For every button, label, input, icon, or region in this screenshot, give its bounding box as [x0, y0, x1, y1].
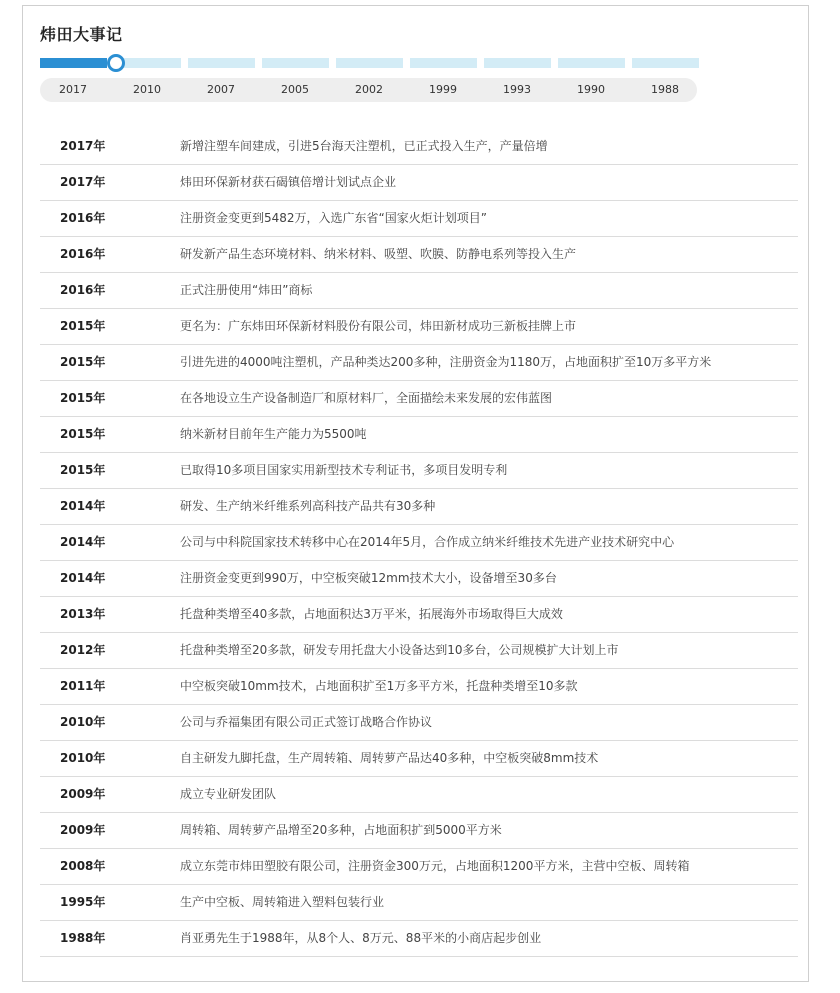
timeline-year-1990[interactable]: 1990	[577, 83, 605, 96]
event-description: 引进先进的4000吨注塑机，产品种类达200多种，注册资金为1180万，占地面积扩至10万多平方米	[180, 355, 712, 369]
event-year: 2010年	[60, 751, 106, 765]
events-list	[40, 129, 798, 957]
history-panel	[22, 5, 809, 982]
timeline-segment[interactable]	[188, 58, 255, 68]
event-year: 2015年	[60, 391, 106, 405]
event-year: 1988年	[60, 931, 106, 945]
event-year: 2011年	[60, 679, 106, 693]
event-row	[40, 237, 798, 273]
event-year: 2015年	[60, 427, 106, 441]
event-description: 新增注塑车间建成，引进5台海天注塑机，已正式投入生产，产量倍增	[180, 139, 548, 153]
timeline-year-bar	[40, 78, 697, 102]
event-description: 自主研发九脚托盘，生产周转箱、周转萝产品达40多种，中空板突破8mm技术	[180, 751, 599, 765]
event-row	[40, 885, 798, 921]
event-row	[40, 561, 798, 597]
event-year: 2014年	[60, 499, 106, 513]
event-description: 注册资金变更到5482万，入选广东省“国家火炬计划项目”	[180, 211, 487, 225]
event-year: 2015年	[60, 355, 106, 369]
event-description: 已取得10多项目国家实用新型技术专利证书，多项目发明专利	[180, 463, 508, 477]
event-year: 2016年	[60, 283, 106, 297]
event-row	[40, 489, 798, 525]
event-row	[40, 309, 798, 345]
timeline-segment[interactable]	[410, 58, 477, 68]
event-row	[40, 273, 798, 309]
event-year: 2009年	[60, 823, 106, 837]
event-year: 2008年	[60, 859, 106, 873]
event-row	[40, 453, 798, 489]
timeline-year-2002[interactable]: 2002	[355, 83, 383, 96]
event-description: 纳米新材目前年生产能力为5500吨	[180, 427, 367, 441]
event-year: 2015年	[60, 319, 106, 333]
event-description: 周转箱、周转萝产品增至20多种，占地面积扩到5000平方米	[180, 823, 502, 837]
event-year: 2009年	[60, 787, 106, 801]
event-row	[40, 813, 798, 849]
event-row	[40, 633, 798, 669]
event-description: 成立东莞市炜田塑胶有限公司，注册资金300万元，占地面积1200平方米，主营中空板、周转箱	[180, 859, 690, 873]
event-year: 2010年	[60, 715, 106, 729]
event-row	[40, 597, 798, 633]
event-description: 托盘种类增至20多款，研发专用托盘大小设备达到10多台，公司规模扩大计划上市	[180, 643, 619, 657]
event-row	[40, 201, 798, 237]
event-row	[40, 777, 798, 813]
timeline-segment[interactable]	[40, 58, 107, 68]
event-description: 炜田环保新材获石碣镇倍增计划试点企业	[180, 175, 397, 189]
timeline-year-2005[interactable]: 2005	[281, 83, 309, 96]
timeline-year-1988[interactable]: 1988	[651, 83, 679, 96]
event-year: 2012年	[60, 643, 106, 657]
timeline-segment[interactable]	[336, 58, 403, 68]
event-row	[40, 741, 798, 777]
event-year: 2015年	[60, 463, 106, 477]
timeline-year-2007[interactable]: 2007	[207, 83, 235, 96]
event-description: 肖亚勇先生于1988年，从8个人、8万元、88平米的小商店起步创业	[180, 931, 542, 945]
event-description: 成立专业研发团队	[180, 787, 277, 801]
event-year: 2014年	[60, 571, 106, 585]
timeline-year-2010[interactable]: 2010	[133, 83, 161, 96]
event-description: 更名为：广东炜田环保新材料股份有限公司，炜田新材成功三新板挂牌上市	[180, 319, 577, 333]
event-row	[40, 705, 798, 741]
event-row	[40, 129, 798, 165]
timeline-track[interactable]	[40, 58, 700, 68]
event-year: 2014年	[60, 535, 106, 549]
timeline-segment[interactable]	[262, 58, 329, 68]
timeline-year-1993[interactable]: 1993	[503, 83, 531, 96]
event-row	[40, 669, 798, 705]
event-year: 2017年	[60, 139, 106, 153]
event-description: 中空板突破10mm技术，占地面积扩至1万多平方米，托盘种类增至10多款	[180, 679, 578, 693]
event-description: 生产中空板、周转箱进入塑料包装行业	[180, 895, 385, 909]
event-description: 注册资金变更到990万，中空板突破12mm技术大小，设备增至30多台	[180, 571, 557, 585]
event-description: 研发新产品生态环境材料、纳米材料、吸塑、吹膜、防静电系列等投入生产	[180, 247, 577, 261]
event-row	[40, 165, 798, 201]
event-row	[40, 921, 798, 957]
event-description: 托盘种类增至40多款，占地面积达3万平米，拓展海外市场取得巨大成效	[180, 607, 563, 621]
event-description: 在各地设立生产设备制造厂和原材料厂，全面描绘未来发展的宏伟蓝图	[180, 391, 553, 405]
event-year: 2016年	[60, 247, 106, 261]
event-description: 研发、生产纳米纤维系列高科技产品共有30多种	[180, 499, 436, 513]
event-row	[40, 381, 798, 417]
event-year: 2013年	[60, 607, 106, 621]
page-title: 炜田大事记	[40, 25, 123, 44]
timeline-year-2017[interactable]: 2017	[59, 83, 87, 96]
event-row	[40, 525, 798, 561]
event-row	[40, 345, 798, 381]
event-description: 公司与中科院国家技术转移中心在2014年5月，合作成立纳米纤维技术先进产业技术研究中心	[180, 535, 675, 549]
timeline-segment[interactable]	[484, 58, 551, 68]
timeline-segment[interactable]	[558, 58, 625, 68]
event-year: 2016年	[60, 211, 106, 225]
event-row	[40, 849, 798, 885]
timeline-segment[interactable]	[632, 58, 699, 68]
event-year: 1995年	[60, 895, 106, 909]
event-description: 公司与乔福集团有限公司正式签订战略合作协议	[180, 715, 433, 729]
event-description: 正式注册使用“炜田”商标	[180, 283, 313, 297]
timeline-knob[interactable]	[107, 54, 125, 72]
timeline-year-1999[interactable]: 1999	[429, 83, 457, 96]
event-row	[40, 417, 798, 453]
event-year: 2017年	[60, 175, 106, 189]
